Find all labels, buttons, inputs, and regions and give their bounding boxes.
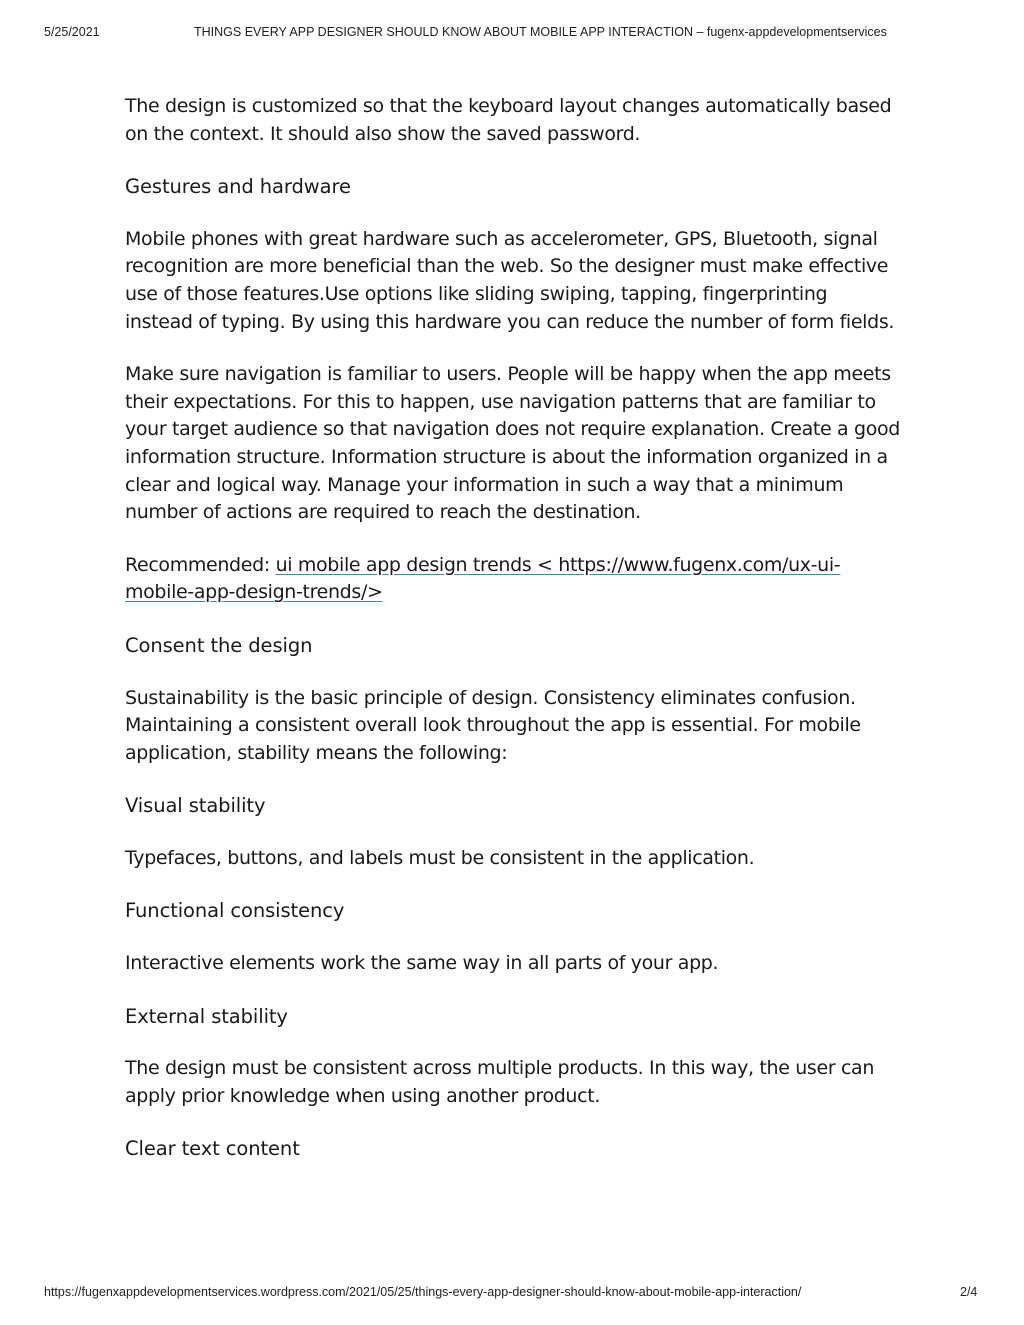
paragraph-hardware [125,226,905,336]
paragraph-navigation [125,361,905,527]
paragraph-interactive-elements: Interactive elements work the same way in all parts of your app. [125,952,719,975]
print-page-url: https://fugenxappdevelopmentservices.wordpress.com/2021/05/25/things-every-app-designer-should-know-about-mobile-app-interaction/ [44,1285,802,1299]
text-line: your target audience so that navigation does not require explanation. Create a good [125,418,901,441]
text-line: apply prior knowledge when using another product. [125,1084,601,1107]
text-line: application, stability means the following: [125,741,508,764]
text-line: Sustainability is the basic principle of design. Consistency eliminates confusion. [125,686,856,709]
text-line: Mobile phones with great hardware such as accelerometer, GPS, Bluetooth, signal [125,227,878,250]
heading-external-stability: External stability [125,1004,288,1028]
heading-functional-consistency: Functional consistency [125,899,345,923]
text-line: use of those features.Use options like sliding swiping, tapping, fingerprinting [125,282,828,305]
text-line: The design must be consistent across multiple products. In this way, the user can [125,1057,875,1080]
text-line: number of actions are required to reach the destination. [125,501,641,524]
heading-gestures-hardware: Gestures and hardware [125,175,351,199]
paragraph-sustainability [125,685,905,768]
text-line: their expectations. For this to happen, use navigation patterns that are familiar to [125,390,876,413]
print-page-number: 2/4 [960,1285,978,1299]
heading-clear-text-content: Clear text content [125,1137,300,1161]
print-date: 5/25/2021 [44,25,100,39]
paragraph-typefaces: Typefaces, buttons, and labels must be consistent in the application. [125,846,755,869]
recommended-link-continued[interactable]: mobile-app-design-trends/> [125,581,383,604]
article-body [125,93,905,1188]
text-line: Maintaining a consistent overall look throughout the app is essential. For mobile [125,714,861,737]
print-page-title: THINGS EVERY APP DESIGNER SHOULD KNOW ABOUT MOBILE APP INTERACTION – fugenx-appdevelopmentservices [194,25,887,39]
heading-consent-design: Consent the design [125,633,313,657]
text-line: on the context. It should also show the saved password. [125,122,641,145]
recommended-link[interactable]: ui mobile app design trends < https://www.fugenx.com/ux-ui- [275,553,841,576]
text-line: clear and logical way. Manage your information in such a way that a minimum [125,473,844,496]
paragraph-multiple-products [125,1055,905,1110]
text-line: Make sure navigation is familiar to users. People will be happy when the app meets [125,363,891,386]
text-line: instead of typing. By using this hardware you can reduce the number of form fields. [125,310,895,333]
text-line: information structure. Information structure is about the information organized in a [125,445,888,468]
text-line: The design is customized so that the keyboard layout changes automatically based [125,95,892,117]
recommended-paragraph [125,552,905,607]
recommended-label: Recommended: [125,553,276,576]
paragraph-keyboard-layout [125,93,905,148]
heading-visual-stability: Visual stability [125,794,266,818]
text-line [125,552,905,580]
text-line: recognition are more beneficial than the web. So the designer must make effective [125,255,889,278]
text-line [125,579,905,607]
